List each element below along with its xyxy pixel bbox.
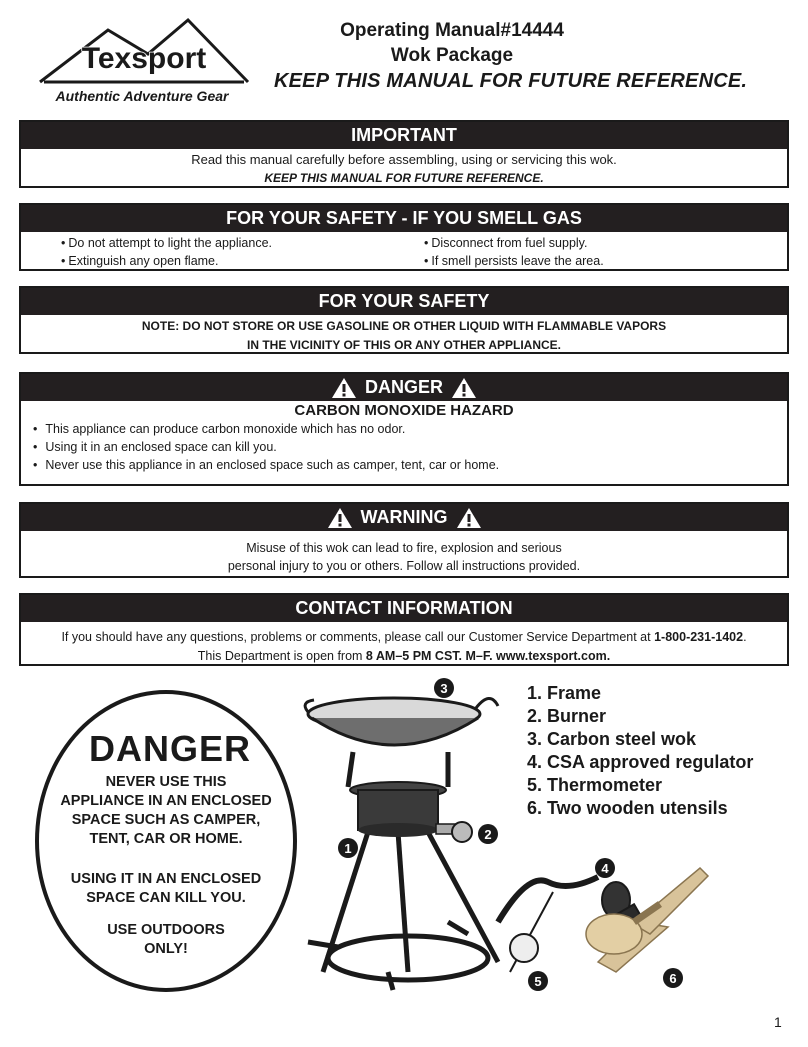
list-item: 5. Thermometer xyxy=(527,775,663,795)
contact-box xyxy=(19,593,789,666)
contact-text: This Department is open from xyxy=(197,649,366,663)
danger-line: USING IT IN AN ENCLOSED xyxy=(70,871,262,887)
contact-heading: CONTACT INFORMATION xyxy=(21,595,787,622)
contact-text: If you should have any questions, problems or comments, please call our Customer Service Department at xyxy=(61,630,655,644)
svg-text:4: 4 xyxy=(601,861,609,876)
danger-line: SPACE SUCH AS CAMPER, xyxy=(71,812,261,828)
parts-list xyxy=(527,682,753,820)
danger-heading-bar xyxy=(21,374,787,401)
list-item: 1. Frame xyxy=(527,683,602,703)
wok-icon xyxy=(305,698,498,745)
danger-subheading: CARBON MONOXIDE HAZARD xyxy=(294,402,514,419)
logo-tagline: Authentic Adventure Gear xyxy=(55,88,229,104)
warning-triangle-icon xyxy=(327,507,353,529)
important-line1: Read this manual carefully before assembling, using or servicing this wok. xyxy=(191,152,617,167)
danger-line: USE OUTDOORS xyxy=(107,922,225,938)
page-number: 1 xyxy=(774,1014,782,1030)
manual-product: Wok Package xyxy=(390,45,514,66)
danger-circle-title: DANGER xyxy=(88,728,251,769)
important-line2: KEEP THIS MANUAL FOR FUTURE REFERENCE. xyxy=(264,171,544,185)
danger-circle-para1 xyxy=(40,773,292,849)
svg-text:1: 1 xyxy=(344,841,352,856)
svg-text:6: 6 xyxy=(669,971,677,986)
danger-line: NEVER USE THIS xyxy=(105,774,227,790)
list-item: 2. Burner xyxy=(527,706,607,726)
danger-line: SPACE CAN KILL YOU. xyxy=(86,890,246,906)
svg-text:5: 5 xyxy=(534,974,542,989)
danger-circle-para3 xyxy=(40,921,292,959)
smell-gas-left xyxy=(61,234,424,270)
smell-gas-heading: FOR YOUR SAFETY - IF YOU SMELL GAS xyxy=(21,205,787,232)
wooden-utensils-icon xyxy=(586,868,708,972)
list-item: • Disconnect from fuel supply. xyxy=(424,234,787,252)
danger-heading: DANGER xyxy=(364,377,443,397)
safety-box xyxy=(19,286,789,354)
list-item: • Do not attempt to light the appliance. xyxy=(61,234,424,252)
callout-4 xyxy=(595,858,615,878)
list-item: • This appliance can produce carbon monoxide which has no odor. xyxy=(33,420,787,438)
important-box xyxy=(19,120,789,188)
contact-line2 xyxy=(21,647,787,666)
warning-heading-bar xyxy=(21,504,787,531)
list-item: • Never use this appliance in an enclosed space such as camper, tent, car or home. xyxy=(33,456,787,474)
safety-line1: NOTE: DO NOT STORE OR USE GASOLINE OR OTHER LIQUID WITH FLAMMABLE VAPORS xyxy=(141,319,667,333)
callout-3 xyxy=(434,678,454,698)
warning-triangle-icon xyxy=(331,377,357,399)
manual-number: Operating Manual#14444 xyxy=(340,20,564,41)
danger-line: TENT, CAR OR HOME. xyxy=(89,831,243,847)
svg-text:2: 2 xyxy=(484,827,492,842)
manual-title xyxy=(300,18,604,68)
contact-line1 xyxy=(21,628,787,647)
list-item: • If smell persists leave the area. xyxy=(424,252,787,270)
danger-line: ONLY! xyxy=(144,941,188,957)
warning-triangle-icon xyxy=(456,507,482,529)
smell-gas-right xyxy=(424,234,787,270)
callout-1 xyxy=(338,838,358,858)
danger-circle-para2 xyxy=(40,870,292,908)
phone-number: 1-800-231-1402 xyxy=(654,630,744,644)
list-item: • Extinguish any open flame. xyxy=(61,252,424,270)
safety-line2: IN THE VICINITY OF THIS OR ANY OTHER APPLIANCE. xyxy=(246,338,562,352)
warning-heading: WARNING xyxy=(360,507,448,527)
contact-text: . xyxy=(743,630,747,644)
warning-line1: Misuse of this wok can lead to fire, explosion and serious xyxy=(246,541,562,555)
callout-5 xyxy=(528,971,548,991)
danger-line: APPLIANCE IN AN ENCLOSED xyxy=(60,793,272,809)
important-heading: IMPORTANT xyxy=(21,122,787,149)
business-hours: 8 AM–5 PM CST. M–F. www.texsport.com. xyxy=(365,649,611,663)
danger-list xyxy=(21,420,787,474)
warning-box xyxy=(19,502,789,578)
logo-brand: Texsport xyxy=(81,42,207,75)
texsport-logo xyxy=(38,16,250,110)
list-item: 3. Carbon steel wok xyxy=(527,729,697,749)
thermometer-icon xyxy=(510,892,553,972)
callout-6 xyxy=(663,968,683,988)
list-item: 4. CSA approved regulator xyxy=(527,752,754,772)
danger-box xyxy=(19,372,789,486)
burner-icon xyxy=(350,782,472,842)
warning-triangle-icon xyxy=(451,377,477,399)
list-item: • Using it in an enclosed space can kill you. xyxy=(33,438,787,456)
smell-gas-box xyxy=(19,203,789,271)
svg-text:3: 3 xyxy=(440,681,448,696)
keep-manual-heading: KEEP THIS MANUAL FOR FUTURE REFERENCE. xyxy=(274,70,748,92)
warning-line2: personal injury to you or others. Follow all instructions provided. xyxy=(227,559,581,573)
safety-heading: FOR YOUR SAFETY xyxy=(21,288,787,315)
callout-2 xyxy=(478,824,498,844)
list-item: 6. Two wooden utensils xyxy=(527,798,728,818)
